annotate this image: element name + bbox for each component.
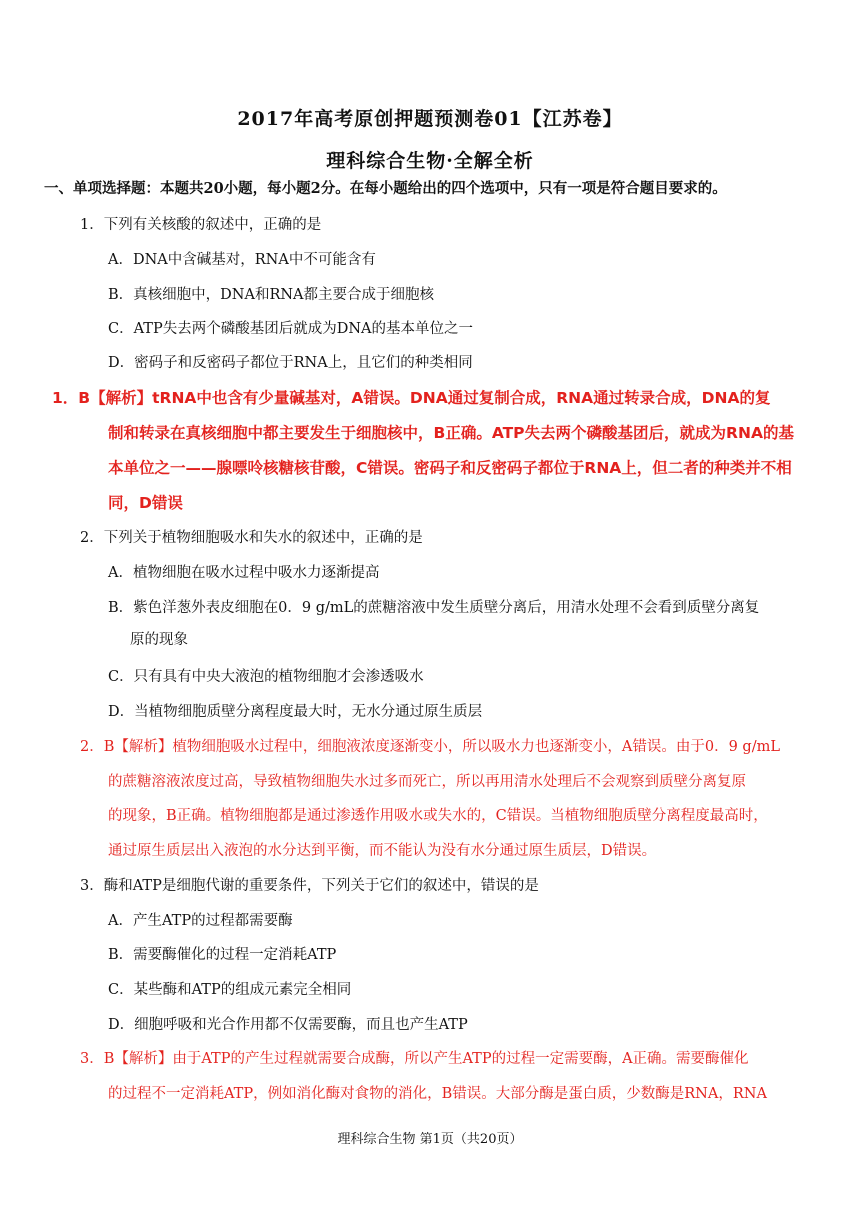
question-1-answer-line-2: 制和转录在真核细胞中都主要发生于细胞核中，B正确。ATP失去两个磷酸基团后，就成为RNA的基 bbox=[108, 424, 794, 442]
question-2-answer-line-4: 通过原生质层出入液泡的水分达到平衡，而不能认为没有水分通过原生质层，D错误。 bbox=[108, 843, 657, 859]
question-3-answer-line-1: 3．B【解析】由于ATP的产生过程就需要合成酶，所以产生ATP的过程一定需要酶，A正确。需要酶催化 bbox=[80, 1051, 749, 1067]
question-3-option-a: A．产生ATP的过程都需要酶 bbox=[108, 913, 293, 929]
question-1-option-c: C．ATP失去两个磷酸基团后就成为DNA的基本单位之一 bbox=[108, 321, 473, 337]
question-3-option-b: B．需要酶催化的过程一定消耗ATP bbox=[108, 947, 337, 963]
question-3-stem: 3．酶和ATP是细胞代谢的重要条件，下列关于它们的叙述中，错误的是 bbox=[80, 878, 539, 894]
question-3-option-c: C．某些酶和ATP的组成元素完全相同 bbox=[108, 982, 352, 998]
question-1-answer-line-4: 同，D错误 bbox=[108, 494, 183, 512]
question-1-stem: 1．下列有关核酸的叙述中，正确的是 bbox=[80, 217, 322, 233]
question-2-option-b: B．紫色洋葱外表皮细胞在0．9 g/mL的蔗糖溶液中发生质壁分离后，用清水处理不会看到质壁分离复 bbox=[108, 600, 760, 616]
exam-title: 2017年高考原创押题预测卷01【江苏卷】 bbox=[237, 108, 623, 130]
question-2-option-b-continued: 原的现象 bbox=[130, 632, 188, 648]
question-2-answer-line-1: 2．B【解析】植物细胞吸水过程中，细胞液浓度逐渐变小，所以吸水力也逐渐变小，A错误。由于0．9 g/mL bbox=[80, 739, 780, 755]
question-2-option-d: D．当植物细胞质壁分离程度最大时，无水分通过原生质层 bbox=[108, 704, 483, 720]
question-1-option-a: A．DNA中含碱基对，RNA中不可能含有 bbox=[108, 252, 376, 268]
page-footer: 理科综合生物 第1页（共20页） bbox=[337, 1132, 523, 1147]
question-3-answer-line-2: 的过程不一定消耗ATP，例如消化酶对食物的消化，B错误。大部分酶是蛋白质，少数酶是RNA，RNA bbox=[108, 1086, 767, 1102]
section-heading: 一、单项选择题：本题共20小题，每小题2分。在每小题给出的四个选项中，只有一项是符合题目要求的。 bbox=[44, 180, 727, 197]
question-2-answer-line-2: 的蔗糖溶液浓度过高，导致植物细胞失水过多而死亡，所以再用清水处理后不会观察到质壁分离复原 bbox=[108, 774, 746, 790]
question-3-option-d: D．细胞呼吸和光合作用都不仅需要酶，而且也产生ATP bbox=[108, 1017, 468, 1033]
question-1-option-b: B．真核细胞中，DNA和RNA都主要合成于细胞核 bbox=[108, 287, 435, 303]
question-1-option-d: D．密码子和反密码子都位于RNA上，且它们的种类相同 bbox=[108, 355, 473, 371]
exam-subtitle: 理科综合生物·全解全析 bbox=[326, 150, 534, 172]
question-2-option-a: A．植物细胞在吸水过程中吸水力逐渐提高 bbox=[108, 565, 380, 581]
question-2-option-c: C．只有具有中央大液泡的植物细胞才会渗透吸水 bbox=[108, 669, 424, 685]
question-2-stem: 2．下列关于植物细胞吸水和失水的叙述中，正确的是 bbox=[80, 530, 423, 546]
question-1-answer-line-3: 本单位之一——腺嘌呤核糖核苷酸，C错误。密码子和反密码子都位于RNA上，但二者的种类并不相 bbox=[108, 459, 792, 477]
question-2-answer-line-3: 的现象，B正确。植物细胞都是通过渗透作用吸水或失水的，C错误。当植物细胞质壁分离程度最高时， bbox=[108, 808, 768, 824]
question-1-answer-line-1: 1．B【解析】tRNA中也含有少量碱基对，A错误。DNA通过复制合成，RNA通过转录合成，DNA的复 bbox=[52, 389, 771, 407]
